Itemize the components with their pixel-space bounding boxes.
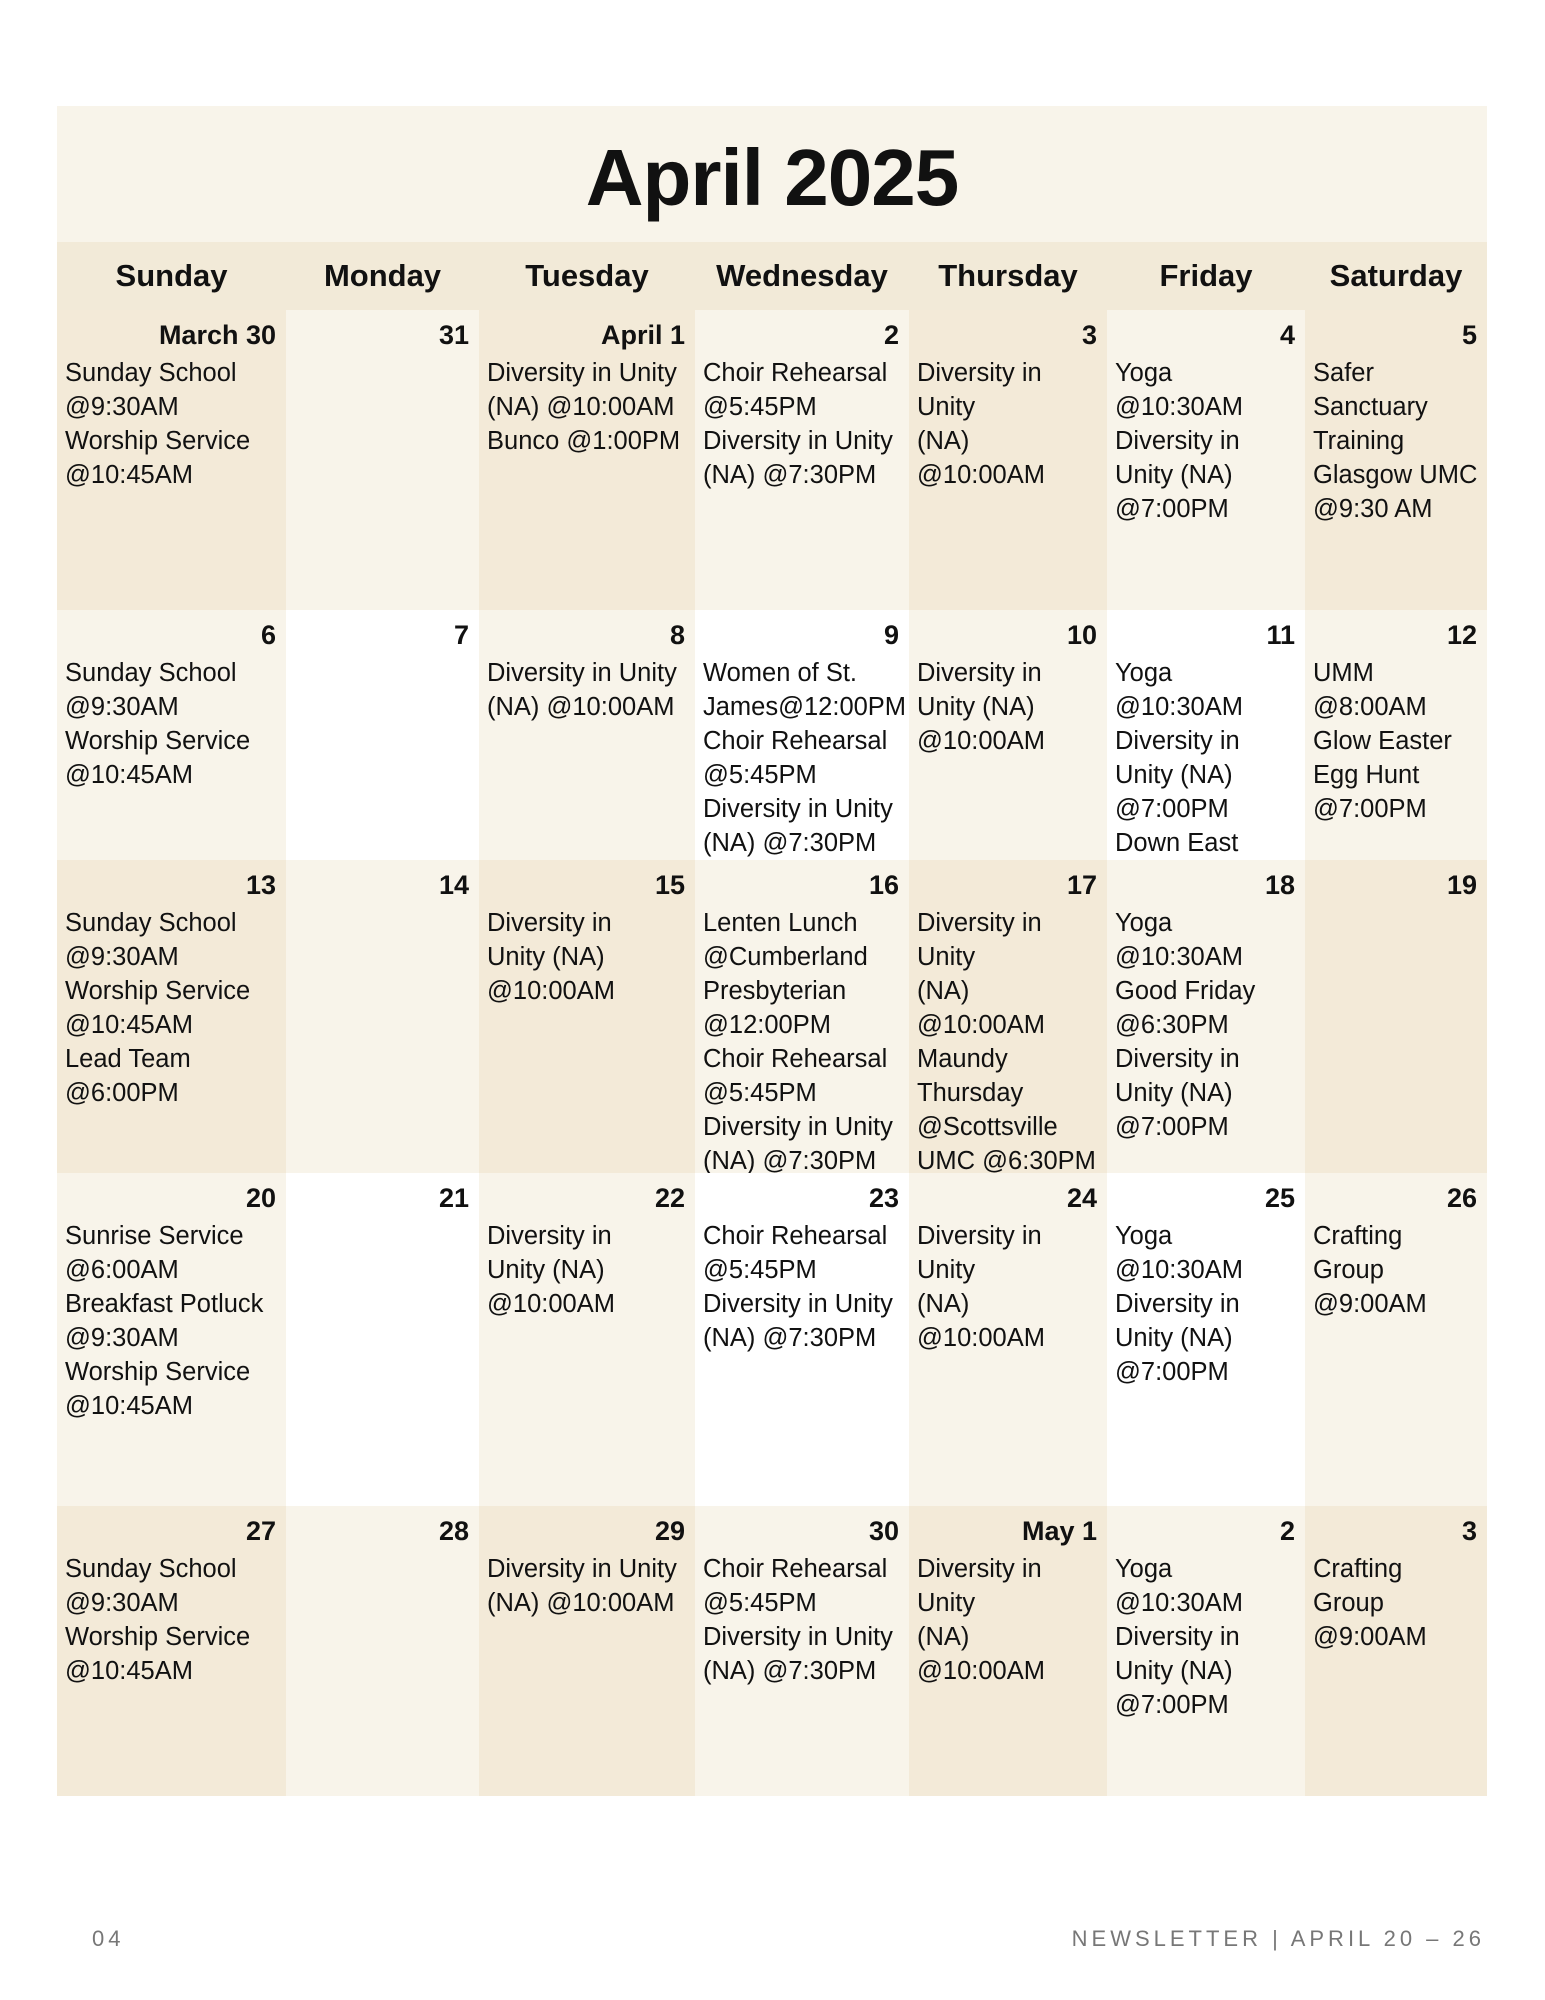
day-events: Lenten Lunch @Cumberland Presbyterian @12:00PM Choir Rehearsal @5:45PM Diversity in Unity (NA) @7:30PM xyxy=(703,909,893,1173)
day-number: 16 xyxy=(868,870,899,900)
day-events: Diversity in Unity (NA) @10:00AM xyxy=(917,1222,1045,1352)
day-events: Crafting Group @9:00AM xyxy=(1313,1555,1427,1651)
day-number: 27 xyxy=(245,1516,276,1546)
day-events: Crafting Group @9:00AM xyxy=(1313,1222,1427,1318)
day-number: 2 xyxy=(1279,1516,1295,1546)
day-events: Diversity in Unity (NA) @10:00AM xyxy=(487,1222,615,1318)
day-cell xyxy=(479,310,695,610)
day-cell xyxy=(479,610,695,860)
day-number: 25 xyxy=(1264,1183,1295,1213)
day-events: Diversity in Unity (NA) @10:00AM xyxy=(487,1555,677,1617)
day-cell xyxy=(286,1173,479,1506)
dow-tuesday: Tuesday xyxy=(479,242,695,310)
day-events: Yoga @10:30AM Diversity in Unity (NA) @7:00PM xyxy=(1115,1222,1243,1386)
footer-page-number: 04 xyxy=(92,1926,125,1951)
title-band xyxy=(57,106,1487,242)
day-cell xyxy=(1107,310,1305,610)
dow-thursday: Thursday xyxy=(909,242,1107,310)
day-cell xyxy=(286,310,479,610)
day-events: Yoga @10:30AM Diversity in Unity (NA) @7:00PM Down East xyxy=(1115,659,1243,857)
day-number: 19 xyxy=(1446,870,1477,900)
day-cell xyxy=(1107,860,1305,1173)
day-events: Diversity in Unity (NA) @10:00AM xyxy=(487,909,615,1005)
day-events: Diversity in Unity (NA) @10:00AM xyxy=(917,1555,1045,1685)
dow-sunday: Sunday xyxy=(57,242,286,310)
day-cell xyxy=(695,610,909,860)
day-cell xyxy=(1107,1173,1305,1506)
day-number: 10 xyxy=(1066,620,1097,650)
day-events: Diversity in Unity (NA) @10:00AM xyxy=(487,659,677,721)
dow-saturday: Saturday xyxy=(1305,242,1487,310)
day-events: Diversity in Unity (NA) @10:00AM Maundy Thursday @Scottsville UMC @6:30PM xyxy=(917,909,1096,1173)
day-events: Sunday School @9:30AM Worship Service @10:45AM Lead Team @6:00PM xyxy=(65,909,251,1107)
dow-monday: Monday xyxy=(286,242,479,310)
day-number: 4 xyxy=(1279,320,1295,350)
day-events: Diversity in Unity (NA) @10:00AM Bunco @1:00PM xyxy=(487,359,681,455)
day-cell xyxy=(57,310,286,610)
day-events: Sunday School @9:30AM Worship Service @10:45AM xyxy=(65,659,251,789)
day-number: 3 xyxy=(1081,320,1097,350)
calendar-sheet xyxy=(57,106,1487,1796)
day-number: 14 xyxy=(438,870,469,900)
day-events: Yoga @10:30AM Good Friday @6:30PM Diversity in Unity (NA) @7:00PM xyxy=(1115,909,1256,1141)
day-number: 22 xyxy=(654,1183,685,1213)
day-events: Choir Rehearsal @5:45PM Diversity in Unity (NA) @7:30PM xyxy=(703,1555,893,1685)
day-number: March 30 xyxy=(158,320,276,350)
day-number: 15 xyxy=(654,870,685,900)
day-events: Women of St. James@12:00PM Choir Rehearsal @5:45PM Diversity in Unity (NA) @7:30PM xyxy=(703,659,907,857)
day-events: Diversity in Unity (NA) @10:00AM xyxy=(917,659,1045,755)
dow-wednesday: Wednesday xyxy=(695,242,909,310)
day-events: Sunrise Service @6:00AM Breakfast Potluck @9:30AM Worship Service @10:45AM xyxy=(65,1222,264,1420)
day-cell xyxy=(479,1173,695,1506)
day-number: 28 xyxy=(438,1516,469,1546)
day-number: 23 xyxy=(868,1183,899,1213)
day-cell xyxy=(695,860,909,1173)
day-number: 11 xyxy=(1266,620,1295,650)
day-number: 26 xyxy=(1446,1183,1477,1213)
day-cell xyxy=(1107,610,1305,860)
day-cell xyxy=(909,1173,1107,1506)
day-events: Sunday School @9:30AM Worship Service @10:45AM xyxy=(65,1555,251,1685)
day-cell xyxy=(1107,1506,1305,1796)
day-cell xyxy=(1305,1173,1487,1506)
day-cell xyxy=(479,1506,695,1796)
day-cell xyxy=(57,1173,286,1506)
day-number: May 1 xyxy=(1021,1516,1097,1546)
day-number: 30 xyxy=(868,1516,899,1546)
day-number: 3 xyxy=(1461,1516,1477,1546)
day-number: 20 xyxy=(245,1183,276,1213)
day-number: 12 xyxy=(1446,620,1477,650)
day-number: April 1 xyxy=(600,320,685,350)
calendar-grid xyxy=(57,242,1487,1796)
day-cell xyxy=(286,610,479,860)
day-cell xyxy=(479,860,695,1173)
day-cell xyxy=(695,310,909,610)
day-cell xyxy=(286,1506,479,1796)
day-cell xyxy=(909,860,1107,1173)
day-events: Yoga @10:30AM Diversity in Unity (NA) @7:00PM xyxy=(1115,1555,1243,1719)
day-number: 17 xyxy=(1066,870,1097,900)
day-cell xyxy=(1305,610,1487,860)
day-number: 13 xyxy=(245,870,276,900)
day-cell xyxy=(57,610,286,860)
day-number: 24 xyxy=(1066,1183,1097,1213)
day-cell xyxy=(57,860,286,1173)
footer-label: NEWSLETTER | APRIL 20 – 26 xyxy=(1071,1926,1485,1951)
day-number: 8 xyxy=(669,620,685,650)
day-number: 2 xyxy=(883,320,899,350)
day-cell xyxy=(1305,1506,1487,1796)
day-events: UMM @8:00AM Glow Easter Egg Hunt @7:00PM xyxy=(1313,659,1452,823)
day-cell xyxy=(909,610,1107,860)
day-number: 5 xyxy=(1461,320,1477,350)
day-number: 7 xyxy=(453,620,469,650)
day-events: Yoga @10:30AM Diversity in Unity (NA) @7:00PM xyxy=(1115,359,1243,523)
day-cell xyxy=(909,1506,1107,1796)
dow-friday: Friday xyxy=(1107,242,1305,310)
day-cell xyxy=(695,1173,909,1506)
day-number: 31 xyxy=(438,320,469,350)
day-cell xyxy=(909,310,1107,610)
day-number: 21 xyxy=(438,1183,469,1213)
day-cell xyxy=(57,1506,286,1796)
day-number: 6 xyxy=(260,620,276,650)
day-cell xyxy=(286,860,479,1173)
calendar-title: April 2025 xyxy=(585,133,959,222)
day-number: 9 xyxy=(883,620,899,650)
day-events: Sunday School @9:30AM Worship Service @10:45AM xyxy=(65,359,251,489)
day-number: 18 xyxy=(1264,870,1295,900)
day-number: 29 xyxy=(654,1516,685,1546)
day-events: Choir Rehearsal @5:45PM Diversity in Unity (NA) @7:30PM xyxy=(703,1222,893,1352)
day-cell xyxy=(695,1506,909,1796)
day-cell xyxy=(1305,310,1487,610)
day-events: Safer Sanctuary Training Glasgow UMC @9:30 AM xyxy=(1313,359,1478,523)
day-cell xyxy=(1305,860,1487,1173)
day-events: Choir Rehearsal @5:45PM Diversity in Unity (NA) @7:30PM xyxy=(703,359,893,489)
day-events: Diversity in Unity (NA) @10:00AM xyxy=(917,359,1045,489)
